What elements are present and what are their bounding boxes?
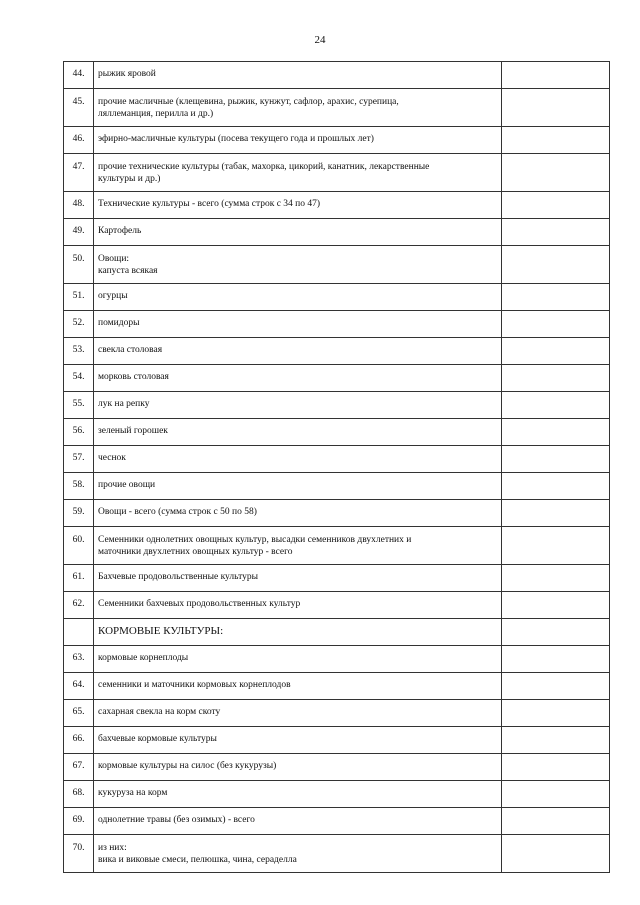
table-row [64,527,610,565]
row-value-cell [502,646,610,673]
row-number: 60. [72,535,85,545]
row-value [506,754,605,760]
row-description-cell [94,192,502,219]
table-row [64,835,610,873]
row-description: эфирно-масличные культуры (посева текущего года и прошлых лет) [98,134,374,144]
row-value [506,500,605,506]
row-number: 49. [72,226,85,236]
row-number: 55. [72,399,85,409]
row-description: прочие овощи [98,480,156,490]
row-number: 53. [72,345,85,355]
row-description-cell [94,781,502,808]
table-row [64,338,610,365]
row-value-cell [502,419,610,446]
row-number-cell [64,700,94,727]
row-number-cell [64,154,94,192]
row-description-cell [94,365,502,392]
row-number-cell [64,500,94,527]
row-value-cell [502,365,610,392]
row-number-cell [64,646,94,673]
row-description-cell [94,500,502,527]
row-number-cell [64,808,94,835]
row-number-cell [64,727,94,754]
row-value-cell [502,700,610,727]
row-description-cell [94,835,502,873]
row-value-cell [502,338,610,365]
row-number-cell [64,527,94,565]
table-row [64,311,610,338]
row-value [506,246,605,253]
row-description: Бахчевые продовольственные культуры [98,572,259,582]
row-description: Овощи - всего (сумма строк с 50 по 58) [98,507,257,517]
row-number-cell [64,565,94,592]
table-row [64,62,610,89]
row-number-cell [64,619,94,646]
row-value-cell [502,727,610,754]
table-row [64,565,610,592]
row-number: 48. [72,199,85,209]
row-value-cell [502,527,610,565]
row-value [506,127,605,133]
row-description-cell [94,311,502,338]
row-description-cell [94,338,502,365]
page-number: 24 [314,34,326,46]
row-value-cell [502,565,610,592]
row-number: 63. [72,653,85,663]
row-value-cell [502,500,610,527]
section-header-row [64,619,610,646]
row-description: лук на репку [98,399,150,409]
row-value-cell [502,446,610,473]
row-number-cell [64,62,94,89]
row-description-cell [94,565,502,592]
row-description: чеснок [98,453,126,463]
row-description-cell [94,727,502,754]
row-description: Семенники однолетних овощных культур, высадки семенников двухлетних и маточники двухлетних овощных культур - всего [98,535,412,557]
row-value-cell [502,284,610,311]
row-description-cell [94,700,502,727]
row-value [506,808,605,814]
table-row [64,592,610,619]
row-value-cell [502,62,610,89]
row-description: морковь столовая [98,372,169,382]
row-number-cell [64,673,94,700]
row-description: КОРМОВЫЕ КУЛЬТУРЫ: [98,625,224,637]
row-description-cell [94,592,502,619]
row-number: 58. [72,480,85,490]
row-value-cell [502,192,610,219]
row-value [506,527,605,534]
row-number-cell [64,89,94,127]
row-number: 65. [72,707,85,717]
table-row [64,446,610,473]
row-description: кукуруза на корм [98,788,168,798]
row-value [506,192,605,198]
row-description-cell [94,446,502,473]
table-row [64,365,610,392]
row-value [506,619,605,625]
row-description: свекла столовая [98,345,163,355]
row-value-cell [502,835,610,873]
row-description-cell [94,646,502,673]
row-number: 64. [72,680,85,690]
row-value [506,284,605,290]
row-description: однолетние травы (без озимых) - всего [98,815,255,825]
row-number-cell [64,592,94,619]
row-number-cell [64,365,94,392]
row-number-cell [64,192,94,219]
row-description: сахарная свекла на корм скоту [98,707,221,717]
row-number: 52. [72,318,85,328]
row-description-cell [94,527,502,565]
row-number: 45. [72,97,85,107]
row-description: помидоры [98,318,140,328]
row-description-cell [94,808,502,835]
table-row [64,219,610,246]
row-value-cell [502,619,610,646]
row-value [506,219,605,225]
row-value-cell [502,154,610,192]
row-number-cell [64,246,94,284]
row-value-cell [502,246,610,284]
table-row [64,154,610,192]
table-row [64,646,610,673]
row-value [506,727,605,733]
row-value-cell [502,473,610,500]
row-value [506,592,605,598]
row-number: 50. [72,254,85,264]
row-value [506,473,605,479]
row-description-cell [94,246,502,284]
row-description-cell [94,219,502,246]
row-description: Картофель [98,226,142,236]
table-row [64,700,610,727]
row-value-cell [502,127,610,154]
row-description: кормовые корнеплоды [98,653,189,663]
row-description: из них: вика и виковые смеси, пелюшка, чина, сераделла [98,843,297,865]
row-number: 68. [72,788,85,798]
row-number: 47. [72,162,85,172]
row-value-cell [502,311,610,338]
row-value [506,154,605,161]
row-value-cell [502,754,610,781]
row-description-cell [94,127,502,154]
row-value [506,446,605,452]
row-value [506,700,605,706]
table-row [64,284,610,311]
row-number: 54. [72,372,85,382]
row-description: семенники и маточники кормовых корнеплодов [98,680,291,690]
row-description-cell [94,392,502,419]
row-description-cell [94,154,502,192]
row-number-cell [64,338,94,365]
row-value-cell [502,219,610,246]
table-row [64,727,610,754]
row-value [506,338,605,344]
row-number-cell [64,754,94,781]
row-description-cell [94,619,502,646]
table-row [64,754,610,781]
table-row [64,89,610,127]
row-description: бахчевые кормовые культуры [98,734,217,744]
row-description: рыжик яровой [98,69,156,79]
row-description-cell [94,89,502,127]
row-description-cell [94,284,502,311]
row-number-cell [64,835,94,873]
row-number: 57. [72,453,85,463]
row-value [506,62,605,68]
row-number: 56. [72,426,85,436]
table-row [64,392,610,419]
row-number: 67. [72,761,85,771]
row-description-cell [94,419,502,446]
row-number: 59. [72,507,85,517]
row-description: кормовые культуры на силос (без кукурузы) [98,761,277,771]
row-number-cell [64,392,94,419]
row-number-cell [64,419,94,446]
row-number: 62. [72,599,85,609]
row-description: прочие масличные (клещевина, рыжик, кунжут, сафлор, арахис, сурепица, ляллеманция, перилла и др.) [98,97,399,119]
row-number-cell [64,781,94,808]
row-value-cell [502,89,610,127]
table-row [64,500,610,527]
crop-table [63,61,610,873]
row-description-cell [94,673,502,700]
row-value-cell [502,673,610,700]
row-description: Технические культуры - всего (сумма строк с 34 по 47) [98,199,321,209]
row-value [506,89,605,96]
table-row [64,781,610,808]
row-number-cell [64,284,94,311]
table-row [64,419,610,446]
row-number [64,619,93,625]
row-description-cell [94,754,502,781]
row-value-cell [502,392,610,419]
row-number: 44. [72,69,85,79]
row-description: прочие технические культуры (табак, махорка, цикорий, канатник, лекарственные культуры и др.) [98,162,430,184]
row-number-cell [64,219,94,246]
row-value [506,646,605,652]
row-value [506,311,605,317]
row-number-cell [64,127,94,154]
row-number: 46. [72,134,85,144]
row-value [506,565,605,571]
row-value-cell [502,781,610,808]
row-value [506,781,605,787]
row-description: Семенники бахчевых продовольственных культур [98,599,301,609]
row-number: 66. [72,734,85,744]
table-row [64,246,610,284]
row-description: огурцы [98,291,128,301]
row-value [506,392,605,398]
row-number-cell [64,473,94,500]
row-value-cell [502,592,610,619]
row-description-cell [94,473,502,500]
row-value [506,419,605,425]
row-value [506,673,605,679]
row-value [506,365,605,371]
row-number: 70. [72,843,85,853]
row-description: зеленый горошек [98,426,168,436]
table-row [64,473,610,500]
table-row [64,808,610,835]
table-row [64,673,610,700]
row-description-cell [94,62,502,89]
row-number-cell [64,311,94,338]
row-description: Овощи: капуста всякая [98,254,158,276]
row-number: 51. [72,291,85,301]
row-number-cell [64,446,94,473]
row-value [506,835,605,842]
row-number: 61. [72,572,85,582]
table-row [64,127,610,154]
row-value-cell [502,808,610,835]
row-number: 69. [72,815,85,825]
table-row [64,192,610,219]
